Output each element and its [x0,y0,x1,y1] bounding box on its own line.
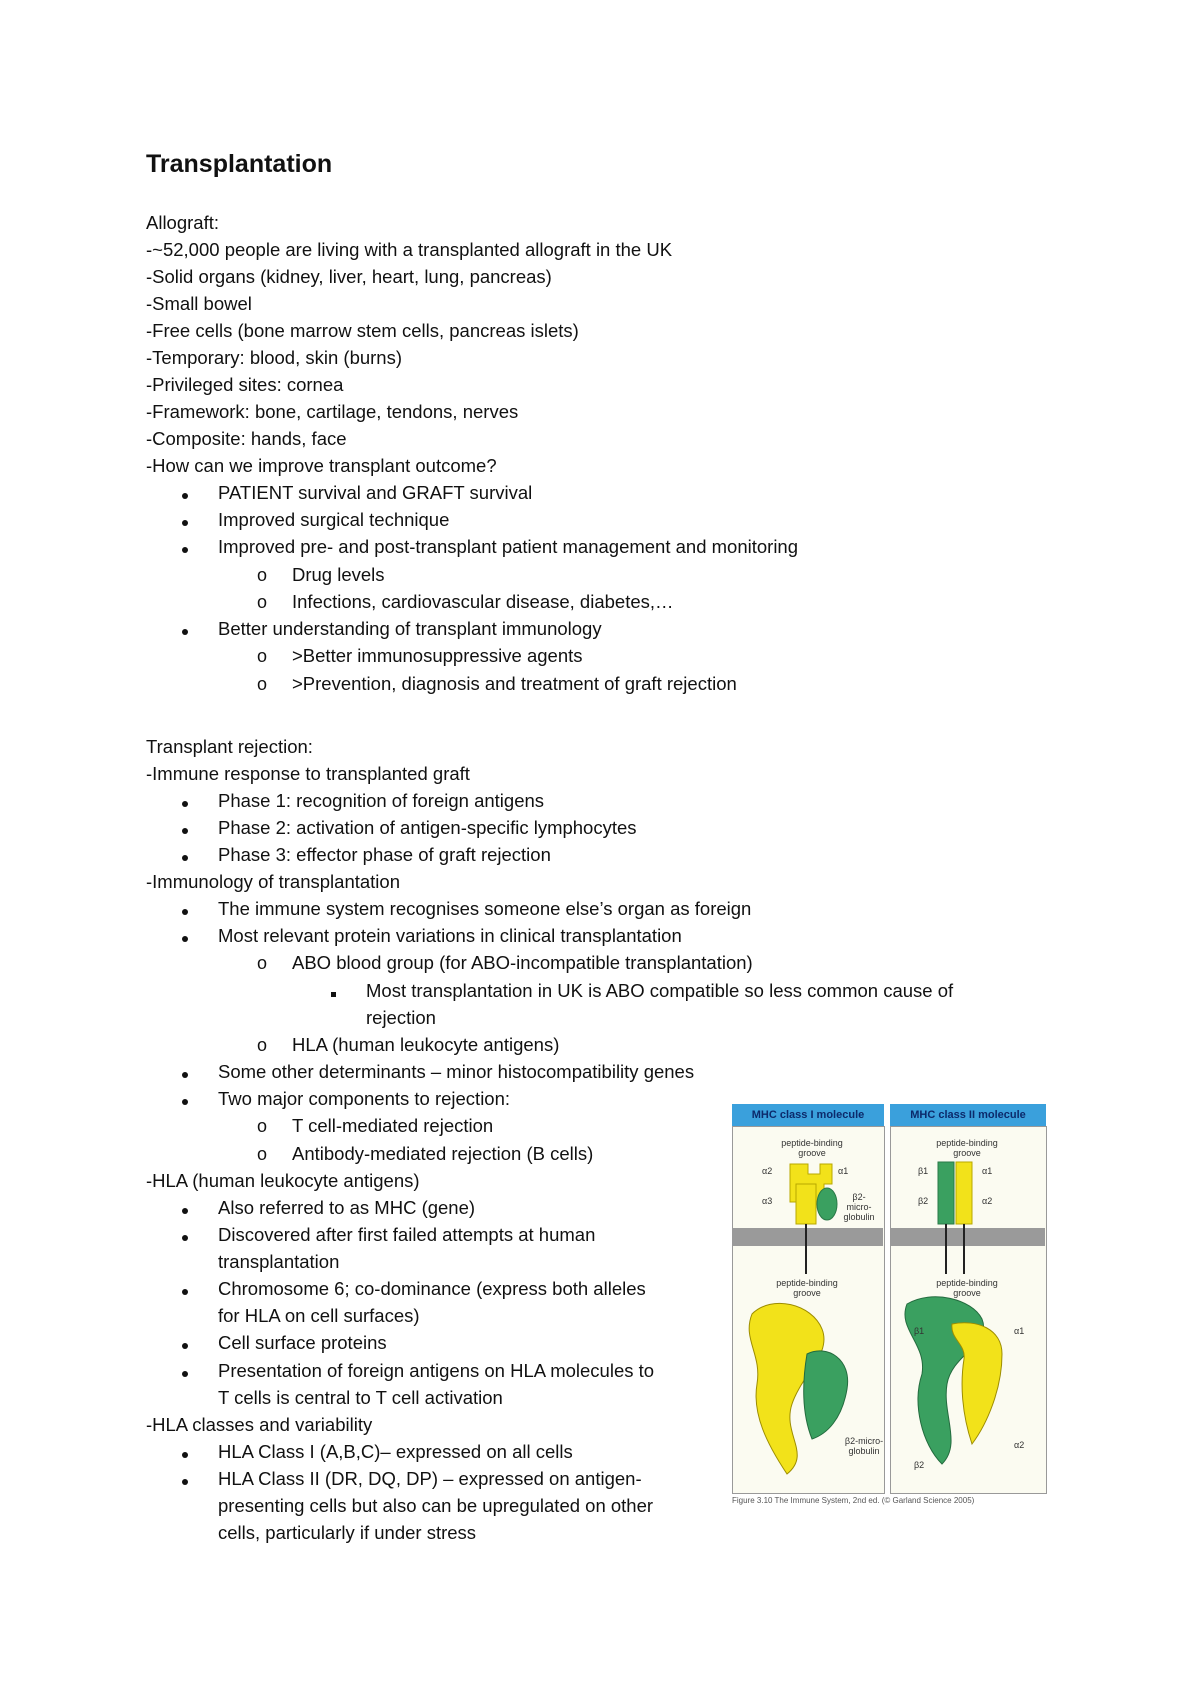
bullet-icon [182,536,188,558]
mhc-figure [732,1104,1046,1510]
list-item: -Small bowel [146,293,252,314]
bullet-icon [182,1224,188,1246]
bullet-icon [182,1088,188,1110]
list-item: -Composite: hands, face [146,428,347,449]
bullet-icon [182,1061,188,1083]
bullet-icon [182,817,188,839]
list-item: Phase 2: activation of antigen-specific lymphocytes [218,817,637,838]
alpha2-label-ii: α2 [982,1196,993,1206]
bullet-icon [182,1332,188,1354]
beta2-microglobulin-shape [817,1188,837,1220]
list-item: Discovered after first failed attempts at human [218,1224,596,1245]
beta1-label-lower: β1 [914,1326,925,1336]
list-item: -Privileged sites: cornea [146,374,344,395]
list-item: rejection [366,1007,436,1028]
list-item: Cell surface proteins [218,1332,387,1353]
circle-bullet-icon: o [257,953,268,973]
class-i-b2m-ribbon [804,1351,848,1439]
list-item: PATIENT survival and GRAFT survival [218,482,533,503]
bullet-icon [182,509,188,531]
bullet-icon [182,1278,188,1300]
class-ii-ribbon-alpha [952,1323,1002,1444]
groove-label-left: peptide-binding groove [781,1138,843,1158]
list-item: -Framework: bone, cartilage, tendons, nerves [146,401,519,422]
circle-bullet-icon: o [257,1035,268,1055]
list-item: -Solid organs (kidney, liver, heart, lung, pancreas) [146,266,552,287]
bullet-icon [182,790,188,812]
bullet-icon [182,1468,188,1490]
list-item: Two major components to rejection: [218,1088,511,1109]
list-item: Better understanding of transplant immunology [218,618,602,639]
bullet-icon [182,844,188,866]
beta1-label: β1 [918,1166,929,1176]
list-item: Improved pre- and post-transplant patient management and monitoring [218,536,799,557]
beta2-label: β2 [918,1196,929,1206]
membrane-right [891,1228,1045,1246]
alpha1-label: α1 [838,1166,849,1176]
alpha2-label: α2 [762,1166,773,1176]
list-item: >Prevention, diagnosis and treatment of graft rejection [292,673,737,694]
alpha1-label-lower: α1 [1014,1326,1025,1336]
hla-heading: -HLA (human leukocyte antigens) [146,1170,420,1191]
list-item: cells, particularly if under stress [218,1522,477,1543]
bullet-icon [182,898,188,920]
list-item: HLA Class II (DR, DQ, DP) – expressed on antigen- [218,1468,642,1489]
list-item: -How can we improve transplant outcome? [146,455,497,476]
class-i-alpha3 [796,1184,816,1224]
list-item: transplantation [218,1251,340,1272]
list-item: Infections, cardiovascular disease, diabetes,… [292,591,674,612]
alpha1-label-ii: α1 [982,1166,993,1176]
circle-bullet-icon: o [257,565,268,585]
membrane-left [733,1228,883,1246]
alpha2-label-lower: α2 [1014,1440,1025,1450]
beta2-label-lower: β2 [914,1460,925,1470]
list-item: -~52,000 people are living with a transplanted allograft in the UK [146,239,673,260]
list-item: -Immunology of transplantation [146,871,400,892]
bullet-icon [182,925,188,947]
circle-bullet-icon: o [257,1116,268,1136]
list-item: presenting cells but also can be upregulated on other [218,1495,654,1516]
bullet-icon [182,1197,188,1219]
mhc-class-ii-header: MHC class II molecule [890,1104,1046,1126]
list-item: Improved surgical technique [218,509,450,530]
list-item: ABO blood group (for ABO-incompatible transplantation) [292,952,753,973]
circle-bullet-icon: o [257,674,268,694]
groove-label-lower-left: peptide-binding groove [776,1278,838,1298]
hla-classes-heading: -HLA classes and variability [146,1414,373,1435]
groove-label-lower-right: peptide-binding groove [936,1278,998,1298]
groove-label-right: peptide-binding groove [936,1138,998,1158]
figure-caption: Figure 3.10 The Immune System, 2nd ed. (© Garland Science 2005) [732,1496,975,1505]
list-item: -Immune response to transplanted graft [146,763,470,784]
bullet-icon [182,618,188,640]
allograft-heading: Allograft: [146,212,220,233]
list-item: Antibody-mediated rejection (B cells) [292,1143,594,1164]
list-item: HLA Class I (A,B,C)– expressed on all cells [218,1441,573,1462]
list-item: Some other determinants – minor histocompatibility genes [218,1061,695,1082]
list-item: Chromosome 6; co-dominance (express both alleles [218,1278,646,1299]
list-item: Most transplantation in UK is ABO compatible so less common cause of [366,980,954,1001]
b2m-label: β2-micro-globulin [843,1192,875,1222]
class-ii-alpha-chain [956,1162,972,1224]
class-ii-beta-chain [938,1162,954,1224]
list-item: Phase 1: recognition of foreign antigens [218,790,545,811]
list-item: Also referred to as MHC (gene) [218,1197,476,1218]
bullet-icon [182,1441,188,1463]
list-item: Phase 3: effector phase of graft rejection [218,844,551,865]
bullet-icon [182,482,188,504]
b2m-label-lower: β2-micro-globulin [844,1436,884,1456]
list-item: for HLA on cell surfaces) [218,1305,420,1326]
list-item: T cells is central to T cell activation [218,1387,503,1408]
circle-bullet-icon: o [257,592,268,612]
square-bullet-icon [331,980,336,1002]
page-title: Transplantation [146,150,333,178]
list-item: -Temporary: blood, skin (burns) [146,347,403,368]
rejection-heading: Transplant rejection: [146,736,313,757]
list-item: Presentation of foreign antigens on HLA molecules to [218,1360,655,1381]
circle-bullet-icon: o [257,1144,268,1164]
list-item: T cell-mediated rejection [292,1115,494,1136]
alpha3-label: α3 [762,1196,773,1206]
mhc-class-i-header: MHC class I molecule [732,1104,884,1126]
bullet-icon [182,1360,188,1382]
list-item: HLA (human leukocyte antigens) [292,1034,560,1055]
list-item: The immune system recognises someone else’s organ as foreign [218,898,752,919]
list-item: >Better immunosuppressive agents [292,645,583,666]
circle-bullet-icon: o [257,646,268,666]
list-item: Drug levels [292,564,385,585]
list-item: Most relevant protein variations in clinical transplantation [218,925,682,946]
mhc-diagram [732,1104,1046,1494]
list-item: -Free cells (bone marrow stem cells, pancreas islets) [146,320,579,341]
